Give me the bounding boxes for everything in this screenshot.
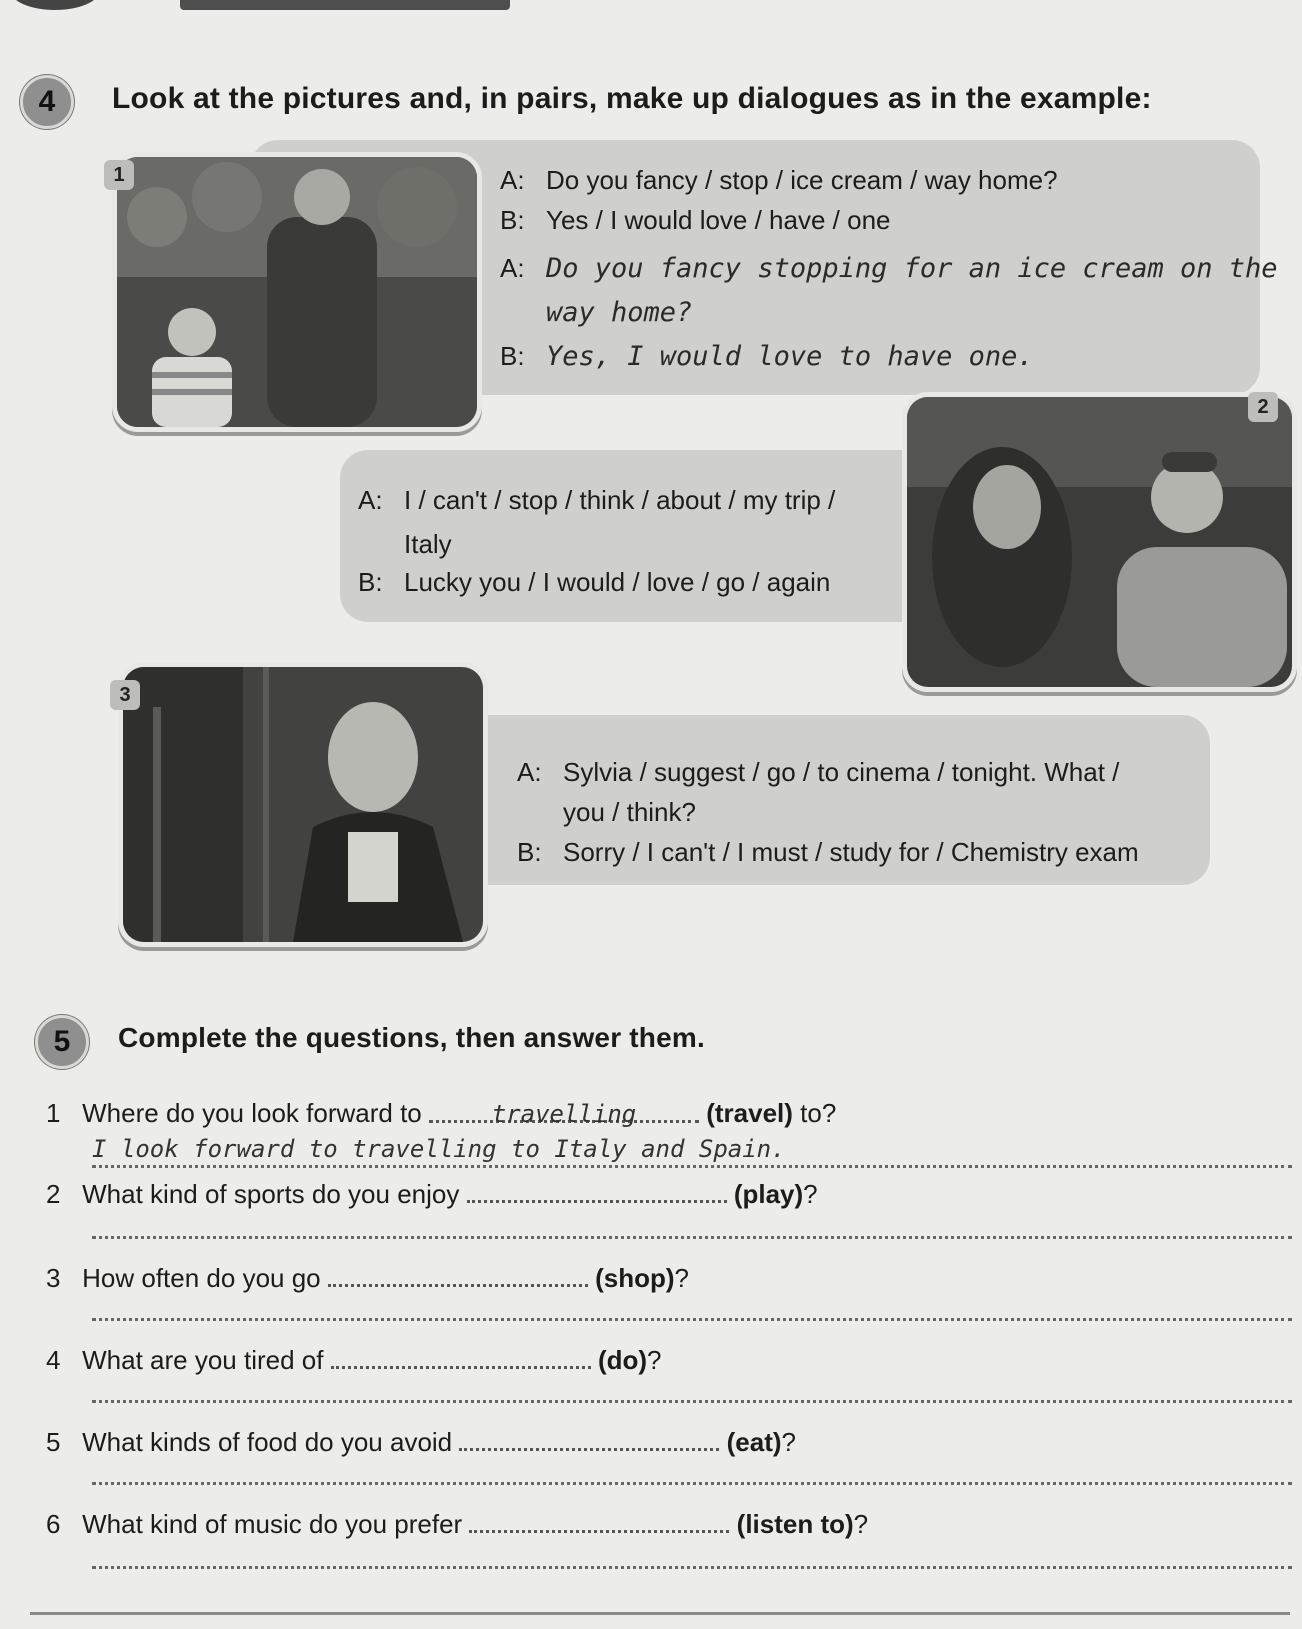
photo-3-image (123, 667, 483, 942)
question-text: What kinds of food do you avoid (82, 1427, 453, 1457)
speaker-label: B: (358, 567, 383, 597)
example-text: Yes, I would love to have one. (546, 341, 1034, 372)
verb-hint: (eat) (726, 1427, 782, 1457)
answer-line-3[interactable] (92, 1318, 1292, 1321)
dialogue-text: Lucky you / I would / love / go / again (404, 567, 831, 597)
question-6-blank[interactable] (469, 1508, 729, 1533)
dialogue-2-prompt-b (358, 562, 830, 602)
verb-hint: (travel) (706, 1098, 793, 1128)
question-6 (46, 1508, 1286, 1540)
dialogue-2-prompt-a (358, 480, 835, 520)
question-5 (46, 1426, 1286, 1458)
question-end: ? (674, 1263, 689, 1293)
question-text: What kind of sports do you enjoy (82, 1179, 460, 1209)
question-1-blank[interactable] (429, 1098, 699, 1128)
question-number: 3 (46, 1263, 61, 1293)
speaker-label: A: (500, 165, 525, 195)
question-2 (46, 1178, 1286, 1210)
question-2-blank[interactable] (467, 1178, 727, 1203)
answer-line-1[interactable] (92, 1135, 1292, 1168)
question-end: ? (803, 1179, 818, 1209)
question-end: to? (792, 1098, 837, 1128)
example-text: Do you fancy stopping for an ice cream on the (546, 253, 1278, 284)
filled-answer: travelling (491, 1100, 637, 1128)
speaker-label: B: (500, 205, 525, 235)
dialogue-2-prompt-a-cont (358, 524, 452, 564)
dialogue-1-example-a (500, 248, 1278, 289)
bottom-rule (30, 1612, 1290, 1615)
dialogue-text: Do you fancy / stop / ice cream / way home? (546, 165, 1058, 195)
answer-line-5[interactable] (92, 1482, 1292, 1485)
dialogue-text: I / can't / stop / think / about / my trip / (404, 485, 836, 515)
question-number: 5 (46, 1427, 61, 1457)
question-text: How often do you go (82, 1263, 321, 1293)
answer-line-2[interactable] (92, 1236, 1292, 1239)
question-4 (46, 1344, 1286, 1376)
photo-1-image (117, 157, 477, 427)
question-3 (46, 1262, 1286, 1294)
exercise-5-number: 5 (35, 1015, 89, 1069)
dialogue-1-example-a-cont (500, 292, 692, 333)
question-4-blank[interactable] (331, 1344, 591, 1369)
verb-hint: (shop) (595, 1263, 675, 1293)
answer-line-6[interactable] (92, 1566, 1292, 1569)
question-text: Where do you look forward to (82, 1098, 422, 1128)
header-title-fragment (180, 0, 510, 10)
photo-3 (118, 662, 488, 947)
example-text: way home? (546, 297, 693, 328)
question-number: 2 (46, 1179, 61, 1209)
photo-1 (112, 152, 482, 432)
header-badge-fragment (10, 0, 100, 10)
photo-2-number: 2 (1248, 392, 1278, 422)
photo-1-number: 1 (104, 160, 134, 190)
dialogue-3-prompt-a-cont (517, 792, 696, 832)
verb-hint: (play) (733, 1179, 804, 1209)
dialogue-text: Italy (404, 529, 452, 559)
speaker-label: A: (358, 485, 383, 515)
question-end: ? (647, 1345, 662, 1375)
exercise-4-title: Look at the pictures and, in pairs, make up dialogues as in the example: (112, 82, 1152, 115)
speaker-label: A: (500, 253, 525, 283)
exercise-5-title: Complete the questions, then answer them. (118, 1022, 705, 1053)
question-number: 6 (46, 1509, 61, 1539)
dialogue-text: you / think? (563, 797, 696, 827)
dialogue-text: Yes / I would love / have / one (546, 205, 891, 235)
verb-hint: (do) (597, 1345, 648, 1375)
question-end: ? (853, 1509, 869, 1539)
answer-line-4[interactable] (92, 1400, 1292, 1403)
question-end: ? (781, 1427, 796, 1457)
question-text: What kind of music do you prefer (82, 1509, 463, 1539)
dialogue-3-prompt-a (517, 752, 1119, 792)
exercise-4-number: 4 (20, 75, 74, 129)
speaker-label: A: (517, 757, 542, 787)
photo-2-image (907, 397, 1292, 687)
question-text: What are you tired of (82, 1345, 324, 1375)
dialogue-1-example-b (500, 336, 1034, 377)
dialogue-3-prompt-b (517, 832, 1139, 872)
written-answer: I look forward to travelling to Italy and Spain. (92, 1135, 786, 1163)
verb-hint: (listen to) (736, 1509, 854, 1539)
question-number: 1 (46, 1098, 61, 1128)
question-5-blank[interactable] (459, 1426, 719, 1451)
photo-2 (902, 392, 1297, 692)
question-1 (46, 1098, 1286, 1129)
dialogue-1-prompt-b (500, 200, 891, 240)
question-3-blank[interactable] (328, 1262, 588, 1287)
dialogue-1-prompt-a (500, 160, 1058, 200)
photo-3-number: 3 (110, 680, 140, 710)
top-header-remnant (0, 0, 1302, 18)
speaker-label: B: (517, 837, 542, 867)
dialogue-text: Sylvia / suggest / go / to cinema / tonight. What / (563, 757, 1120, 787)
question-number: 4 (46, 1345, 61, 1375)
speaker-label: B: (500, 341, 525, 371)
dialogue-text: Sorry / I can't / I must / study for / Chemistry exam (563, 837, 1139, 867)
